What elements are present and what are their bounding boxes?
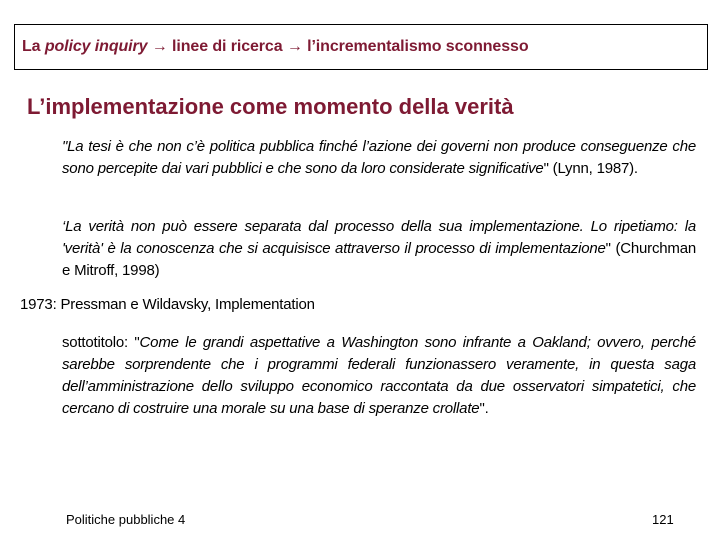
breadcrumb (22, 38, 529, 56)
quote-text: "La tesi è che non c’è politica pubblica finché l’azione dei governi non produce conseguenze che sono percepite dai vari pubblici e che sono da loro considerate significative (62, 138, 696, 177)
slide-title: L’implementazione come momento della verità (27, 94, 514, 119)
citation: " (Lynn, 1987). (543, 160, 638, 177)
page-number: 121 (652, 512, 674, 527)
breadcrumb-part: La (22, 38, 45, 55)
closing: ". (479, 400, 489, 417)
arrow-right-icon: → (147, 38, 173, 55)
subtitle-quote (62, 332, 696, 420)
breadcrumb-part: linee di ricerca (172, 38, 283, 55)
quote-text: ‘La verità non può essere separata dal processo della sua implementazione. Lo ripetiamo: la 'verità' è la conoscenza che si acquisisce attraverso il processo di implementazione (62, 218, 696, 257)
footer-label: Politiche pubbliche 4 (66, 512, 186, 527)
quote-text: Come le grandi aspettative a Washington sono infrante a Oakland; ovvero, perché sarebbe sorprendente che i programmi federali funzionassero veramente, in questa saga dell’amministrazione dello sviluppo economico raccontata da due osservatori simpatetici, che cercano di costruire una morale su una base di speranze crollate (62, 334, 696, 417)
citation: " (Churchman e Mitroff, 1998) (62, 240, 696, 279)
breadcrumb-part: l’incrementalismo sconnesso (307, 38, 529, 55)
arrow-right-icon: → (282, 38, 308, 55)
quote-lynn (62, 136, 696, 180)
reference-line: 1973: Pressman e Wildavsky, Implementation (20, 296, 315, 313)
lead: sottotitolo: " (62, 334, 140, 351)
quote-churchman (62, 216, 696, 282)
breadcrumb-part: policy inquiry (44, 38, 148, 55)
breadcrumb-box (14, 24, 708, 70)
